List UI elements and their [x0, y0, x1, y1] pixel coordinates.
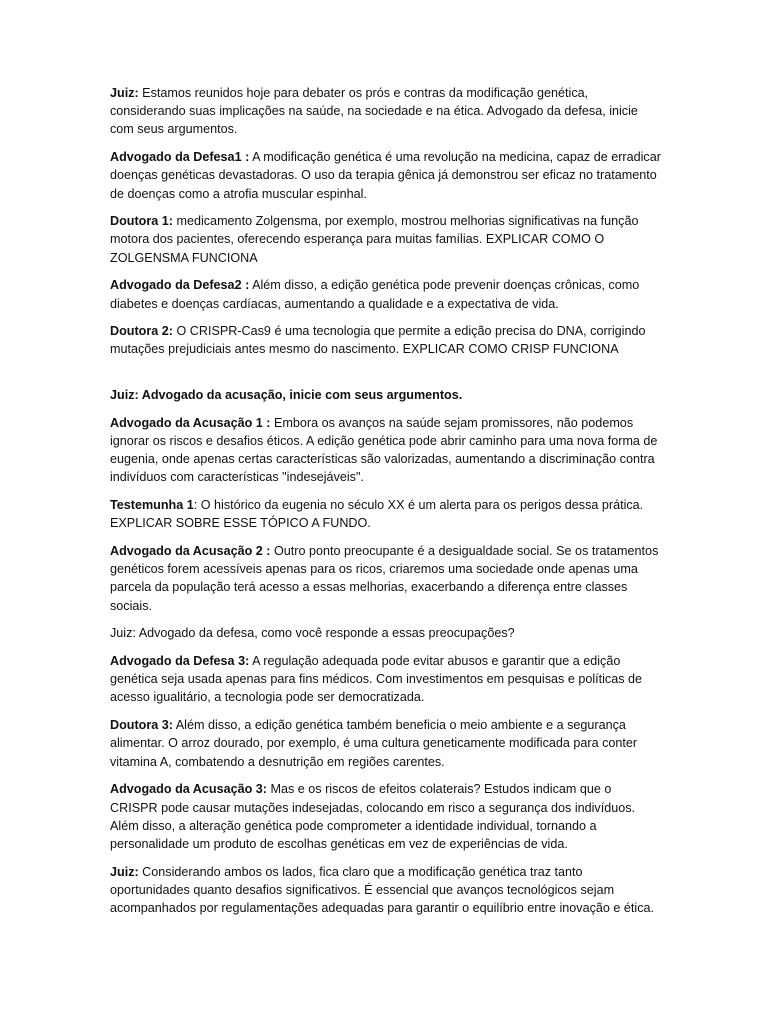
paragraph-text: Embora os avanços na saúde sejam promissores, não podemos ignorar os riscos e desafios éticos. A edição genética pode abrir caminho para uma nova forma de eugenia, onde apenas certas características são valorizadas, aumentando a discriminação contra indivíduos com características "indesejáveis".: [110, 415, 658, 485]
document-page: [110, 84, 662, 927]
speaker-label: Doutora 2:: [110, 324, 173, 339]
paragraph-acusacao-3: [110, 780, 662, 853]
paragraph-text: O CRISPR-Cas9 é uma tecnologia que permite a edição precisa do DNA, corrigindo mutações prejudiciais antes mesmo do nascimento. EXPLICAR COMO CRISP FUNCIONA: [110, 324, 646, 357]
speaker-label: Juiz: Advogado da acusação, inicie com seus argumentos.: [110, 388, 463, 403]
speaker-label: Advogado da Defesa2 :: [110, 278, 250, 293]
paragraph-text: A modificação genética é uma revolução na medicina, capaz de erradicar doenças genéticas devastadoras. O uso da terapia gênica já demonstrou ser eficaz no tratamento de doenças como a atrofia muscular espinhal.: [110, 150, 661, 201]
paragraph-text: Outro ponto preocupante é a desigualdade social. Se os tratamentos genéticos forem acessíveis apenas para os ricos, criaremos uma sociedade onde apenas uma parcela da população terá acesso a essas melhorias, exacerbando a diferença entre classes sociais.: [110, 544, 659, 613]
paragraph-text: Estamos reunidos hoje para debater os prós e contras da modificação genética, considerando suas implicações na saúde, na sociedade e na ética. Advogado da defesa, inicie com seus argumentos.: [110, 86, 638, 137]
speaker-label: Juiz:: [110, 86, 139, 100]
speaker-label: Advogado da Defesa1 :: [110, 150, 250, 165]
paragraph-defesa-2: [110, 276, 662, 312]
paragraph-text: A regulação adequada pode evitar abusos e garantir que a edição genética seja usada apenas para fins médicos. Com investimentos em pesquisas e políticas de acesso igualitário, a tecnologia pode ser democratizada.: [110, 654, 643, 705]
paragraph-doutora-2: [110, 322, 662, 358]
paragraph-defesa-3: [110, 652, 662, 707]
paragraph-doutora-3: [110, 716, 662, 771]
paragraph-defesa-1: [110, 148, 662, 203]
paragraph-juiz-question: [110, 624, 662, 642]
paragraph-text: medicamento Zolgensma, por exemplo, mostrou melhorias significativas na função motora dos pacientes, oferecendo esperança para muitas famílias. EXPLICAR COMO O ZOLGENSMA FUNCIONA: [110, 214, 639, 265]
paragraph-text: Além disso, a edição genética também beneficia o meio ambiente e a segurança alimentar. O arroz dourado, por exemplo, é uma cultura geneticamente modificada para conter vitamina A, combatendo a desnutrição em regiões carentes.: [110, 718, 638, 769]
paragraph-text: Juiz: Advogado da defesa, como você responde a essas preocupações?: [110, 626, 515, 641]
speaker-label: Advogado da Defesa 3:: [110, 654, 250, 669]
speaker-label: Advogado da Acusação 2 :: [110, 544, 271, 559]
paragraph-text: Além disso, a edição genética pode prevenir doenças crônicas, como diabetes e doenças cardíacas, aumentando a qualidade e a expectativa de vida.: [110, 278, 640, 311]
paragraph-juiz-opening: [110, 84, 662, 139]
speaker-label: Advogado da Acusação 1 :: [110, 415, 271, 430]
paragraph-acusacao-1: [110, 414, 662, 487]
speaker-label: Juiz:: [110, 864, 139, 879]
paragraph-juiz-acusacao: [110, 386, 662, 404]
paragraph-text: Considerando ambos os lados, fica claro que a modificação genética traz tanto oportunidades quanto desafios significativos. É essencial que avanços tecnológicos sejam acompanhados por regulamentações adequadas para garantir o equilíbrio entre inovação e ética.: [110, 864, 654, 916]
speaker-label: Testemunha 1: [110, 498, 194, 513]
speaker-label: Doutora 3:: [110, 718, 173, 733]
speaker-label: Advogado da Acusação 3:: [110, 782, 267, 797]
paragraph-text: : O histórico da eugenia no século XX é um alerta para os perigos dessa prática. EXPLICAR SOBRE ESSE TÓPICO A FUNDO.: [110, 498, 644, 531]
paragraph-doutora-1: [110, 212, 662, 267]
speaker-label: Doutora 1:: [110, 214, 173, 229]
paragraph-text: Mas e os riscos de efeitos colaterais? Estudos indicam que o CRISPR pode causar mutações indesejadas, colocando em risco a segurança dos indivíduos. Além disso, a alteração genética pode comprometer a identidade individual, tornando a personalidade um produto de escolhas genéticas em vez de experiências de vida.: [110, 782, 636, 851]
paragraph-testemunha-1: [110, 496, 662, 532]
paragraph-juiz-closing: [110, 863, 662, 918]
paragraph-acusacao-2: [110, 542, 662, 615]
blank-line: [110, 368, 662, 386]
